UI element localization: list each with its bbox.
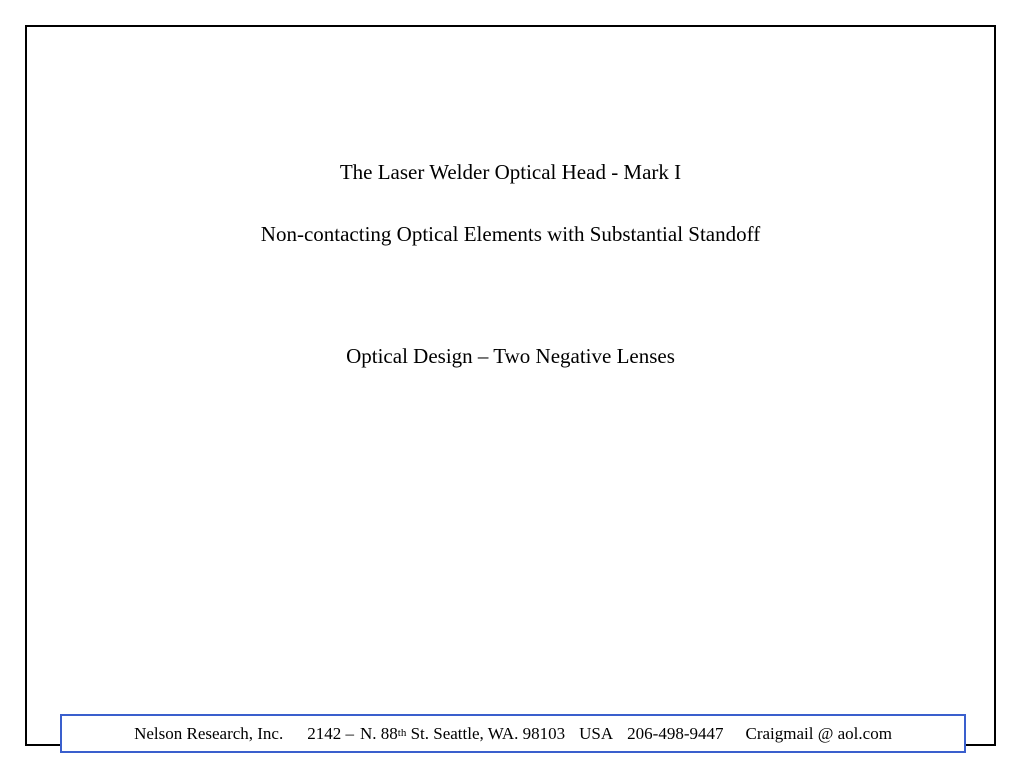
country: USA xyxy=(579,723,614,743)
slide-subtitle: Non-contacting Optical Elements with Substantial Standoff xyxy=(260,222,761,246)
footer-contact-box: Nelson Research, Inc. 2142 – N. 88 $^{th}$ St. Seattle, WA. 98103 USA 206-498-9447 Craigmail @ aol.com xyxy=(60,714,966,753)
section-heading: Optical Design – Two Negative Lenses xyxy=(346,344,675,368)
phone-number: 206-498-9447 xyxy=(627,723,724,743)
slide-frame xyxy=(25,25,996,746)
company-name: Nelson Research, Inc. xyxy=(134,723,284,743)
address-number: 2142 – xyxy=(307,723,354,743)
slide-title: The Laser Welder Optical Head - Mark I xyxy=(339,160,682,184)
street-address: St. Seattle, WA. 98103 xyxy=(410,723,566,743)
email-address: Craigmail @ aol.com xyxy=(745,723,892,743)
street-number: N. 88 xyxy=(359,723,398,743)
